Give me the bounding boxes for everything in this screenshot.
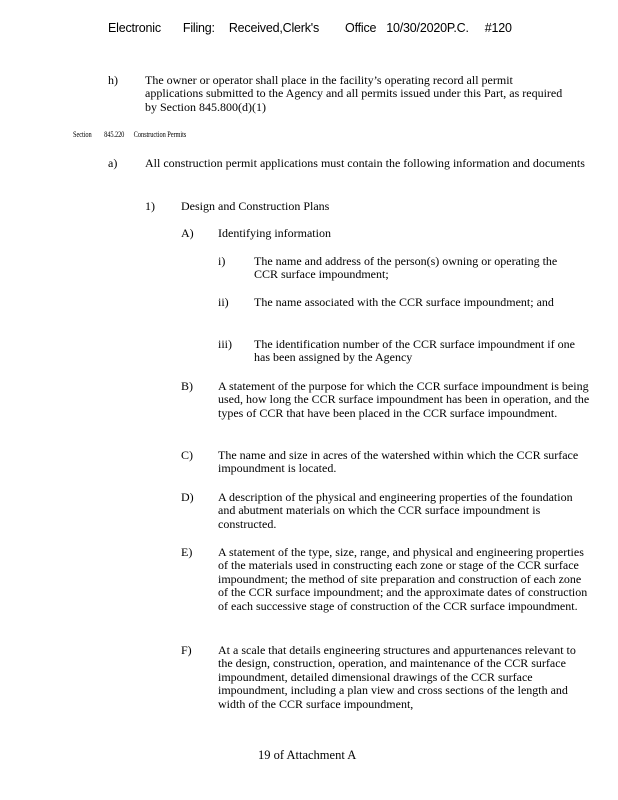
section-number: 845.220 (104, 130, 125, 139)
section-heading (73, 130, 186, 139)
header-number: #120 (484, 21, 512, 35)
item-E-label: E) (181, 545, 193, 559)
item-B-label: B) (181, 379, 193, 393)
item-iii-text: The identification number of the CCR surface impoundment if one has been assigned by the Agency (254, 337, 575, 365)
header-office: Office (345, 21, 377, 35)
item-ii-label: ii) (218, 295, 229, 309)
item-A-text: Identifying information (218, 226, 331, 240)
item-a-text: All construction permit applications must contain the following information and documents (145, 156, 585, 170)
item-h-text: The owner or operator shall place in the facility’s operating record all permit applications submitted to the Agency and all permits issued under this Part, as required by Section 845.800(d)(1) (145, 73, 563, 114)
header-electronic: Electronic (108, 21, 161, 35)
item-B-text: A statement of the purpose for which the CCR surface impoundment is being used, how long the CCR surface impoundment has been in operation, and the types of CCR that have been placed in the CCR surface impoundment. (218, 379, 590, 420)
item-1-label: 1) (145, 199, 155, 213)
item-a-label: a) (108, 156, 118, 170)
item-1-text: Design and Construction Plans (181, 199, 330, 213)
item-E-text: A statement of the type, size, range, and physical and engineering properties of the materials used in constructing each zone or stage of the CCR surface impoundment; the method of site preparation and construction of each zone of the CCR surface impoundment; and the approximate dates of construction of each successive stage of construction of the CCR surface impoundment. (218, 545, 588, 613)
item-h-label: h) (108, 73, 118, 87)
item-C-text: The name and size in acres of the watershed within which the CCR surface impoundment is located. (218, 448, 579, 476)
item-D-label: D) (181, 490, 194, 504)
item-A-label: A) (181, 226, 194, 240)
section-title: Construction Permits (133, 130, 187, 139)
section-word: Section (73, 130, 92, 139)
header-received: Received,Clerk's (228, 21, 320, 35)
item-iii-label: iii) (218, 337, 232, 351)
header-filing: Filing: (182, 21, 215, 35)
item-i-label: i) (218, 254, 226, 268)
item-F-text: At a scale that details engineering structures and appurtenances relevant to the design, construction, operation, and maintenance of the CCR surface impoundment, detailed dimensional drawings of the CCR surface impoundment, including a plan view and cross sections of the length and width of the CCR surface impoundment, (218, 643, 576, 711)
item-F-label: F) (181, 643, 192, 657)
item-D-text: A description of the physical and engineering properties of the foundation and abutment materials on which the CCR surface impoundment is constructed. (218, 490, 573, 531)
item-C-label: C) (181, 448, 193, 462)
item-i-text: The name and address of the person(s) owning or operating the CCR surface impoundment; (254, 254, 558, 282)
item-ii-text: The name associated with the CCR surface impoundment; and (254, 295, 554, 309)
filing-header (108, 21, 512, 35)
page-footer: 19 of Attachment A (258, 748, 357, 762)
header-date: 10/30/2020P.C. (386, 21, 469, 35)
